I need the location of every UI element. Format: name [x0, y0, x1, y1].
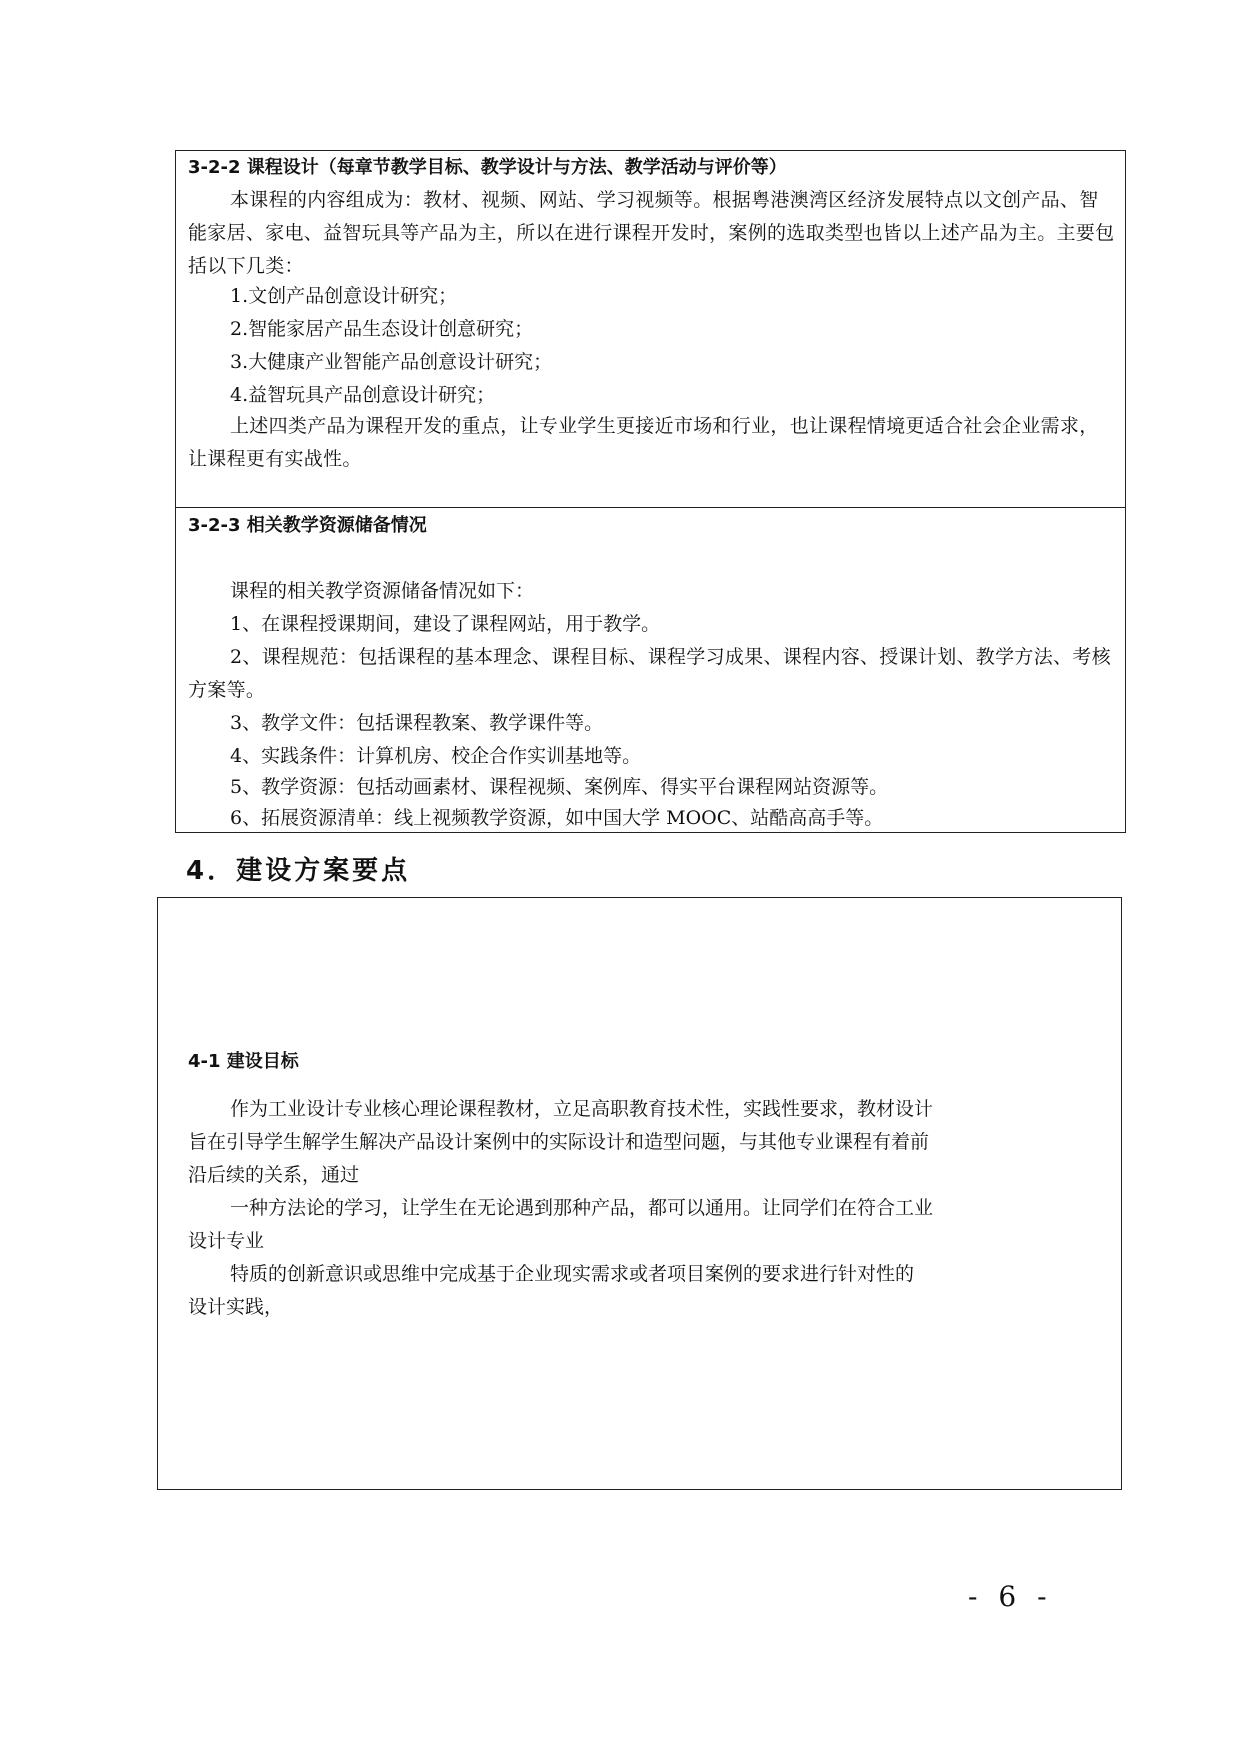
section-4-1-heading: 4-1 建设目标: [188, 1051, 299, 1072]
section-4-1-line: 特质的创新意识或思维中完成基于企业现实需求或者项目案例的要求进行针对性的: [230, 1263, 915, 1285]
page-number: - 6 -: [968, 1580, 1053, 1613]
section-3-2-3-intro: 课程的相关教学资源储备情况如下：: [230, 580, 535, 602]
section-4-1-line: 旨在引导学生解学生解决产品设计案例中的实际设计和造型问题，与其他专业课程有着前: [188, 1131, 930, 1153]
section-3-2-3-heading: 3-2-3 相关教学资源储备情况: [188, 515, 427, 536]
list-item: 2、课程规范：包括课程的基本理念、课程目标、课程学习成果、课程内容、授课计划、教学方法、考核方案等。: [188, 646, 1111, 701]
section-4-1-line: 设计实践，: [188, 1296, 284, 1318]
table-row-divider: [176, 507, 1125, 508]
section-3-2-2-heading: 3-2-2 课程设计（每章节教学目标、教学设计与方法、教学活动与评价等）: [188, 157, 787, 178]
section-4-title: 4．建设方案要点: [186, 856, 411, 886]
list-item: 3、教学文件：包括课程教案、教学课件等。: [230, 712, 604, 734]
list-item: 5、教学资源：包括动画素材、课程视频、案例库、得实平台课程网站资源等。: [230, 776, 889, 798]
list-item: 6、拓展资源清单：线上视频教学资源，如中国大学 MOOC、站酷高高手等。: [230, 807, 884, 829]
list-item: 4.益智玩具产品创意设计研究；: [230, 384, 496, 406]
section-3-2-2-intro: 本课程的内容组成为：教材、视频、网站、学习视频等。根据粤港澳湾区经济发展特点以文创产品、智能家居、家电、益智玩具等产品为主，所以在进行课程开发时，案例的选取类型也皆以上述产品为主。主要包括以下几类：: [188, 189, 1115, 277]
list-item: 1、在课程授课期间，建设了课程网站，用于教学。: [230, 613, 661, 635]
list-item: 1.文创产品创意设计研究；: [230, 285, 458, 307]
list-item: 3.大健康产业智能产品创意设计研究；: [230, 351, 553, 373]
section-4-1-line: 设计专业: [188, 1230, 265, 1252]
list-item: 4、实践条件：计算机房、校企合作实训基地等。: [230, 745, 642, 767]
section-4-1-line: 一种方法论的学习，让学生在无论遇到那种产品，都可以通用。让同学们在符合工业: [230, 1197, 934, 1219]
section-4-1-line: 沿后续的关系，通过: [188, 1164, 360, 1186]
section-3-2-2-summary: 上述四类产品为课程开发的重点，让专业学生更接近市场和行业，也让课程情境更适合社会企业需求，让课程更有实战性。: [188, 415, 1099, 470]
list-item: 2.智能家居产品生态设计创意研究；: [230, 318, 534, 340]
section-4-1-line: 作为工业设计专业核心理论课程教材，立足高职教育技术性，实践性要求，教材设计: [230, 1098, 934, 1120]
